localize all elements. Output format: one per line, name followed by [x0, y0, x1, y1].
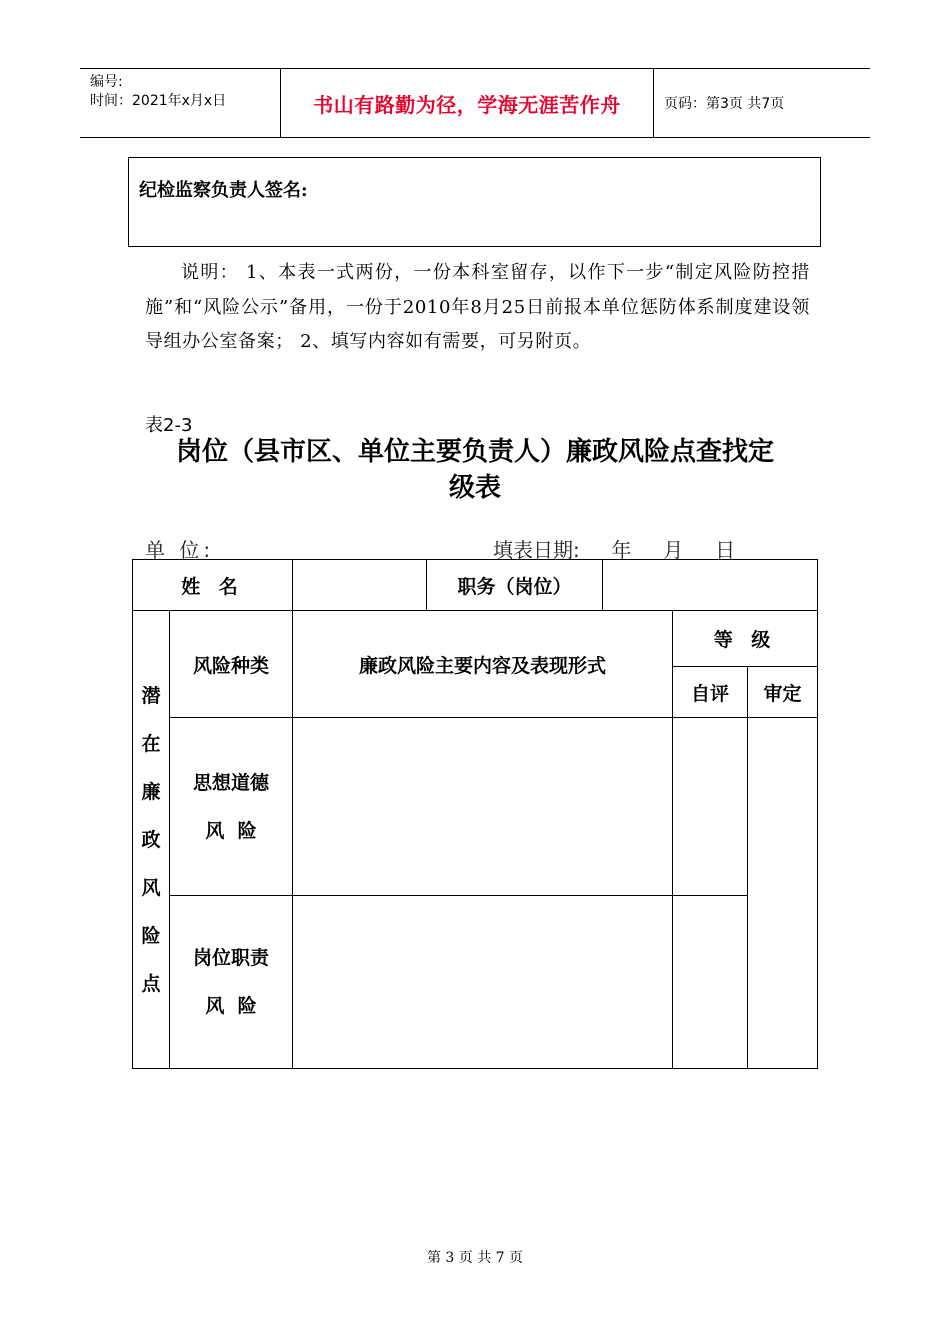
content-cell-moral[interactable] — [293, 718, 673, 896]
self-eval-cell-moral[interactable] — [673, 718, 748, 896]
risk-category-moral: 思想道德 风 险 — [170, 718, 293, 896]
header-page-code: 页码：第3页 共7页 — [664, 96, 785, 112]
header-divider — [653, 69, 654, 137]
header-motto: 书山有路勤为径，学海无涯苦作舟 — [313, 92, 621, 117]
page-footer: 第 3 页 共 7 页 — [426, 1250, 524, 1266]
self-eval-header: 自评 — [673, 667, 748, 718]
signature-box[interactable] — [128, 157, 821, 247]
content-cell-duty[interactable] — [293, 896, 673, 1069]
name-cell[interactable] — [293, 560, 427, 611]
approve-cell[interactable] — [748, 718, 818, 1069]
unit-label: 单 位: — [145, 538, 215, 562]
risk-table — [132, 559, 818, 1069]
signature-label: 纪检监察负责人签名: — [139, 180, 308, 201]
side-label: 潜 在 廉 政 风 险 点 — [141, 684, 161, 995]
position-cell[interactable] — [603, 560, 818, 611]
header-meta — [90, 73, 226, 111]
side-label-cell — [133, 611, 170, 1069]
approve-header: 审定 — [748, 667, 818, 718]
table-number: 表2-3 — [145, 415, 193, 436]
title-line-2: 级表 — [448, 473, 501, 503]
page-title — [140, 434, 810, 506]
page-header — [80, 68, 870, 138]
risk-type-header: 风险种类 — [170, 611, 293, 718]
fill-date-label: 填表日期: 年 月 日 — [493, 538, 736, 562]
content-header: 廉政风险主要内容及表现形式 — [293, 611, 673, 718]
self-eval-cell-duty[interactable] — [673, 896, 748, 1069]
title-line-1: 岗位（县市区、单位主要负责人）廉政风险点查找定 — [175, 437, 774, 467]
level-header: 等 级 — [673, 611, 818, 667]
number-label: 编号: — [90, 74, 123, 90]
time-label: 时间：2021年x月x日 — [90, 93, 227, 109]
name-header: 姓 名 — [133, 560, 293, 611]
risk-category-duty: 岗位职责 风 险 — [170, 896, 293, 1069]
position-header: 职务（岗位） — [427, 560, 603, 611]
note-paragraph: 说明： 1、本表一式两份，一份本科室留存，以作下一步“制定风险防控措施”和“风险公示”备用，一份于2010年8月25日前报本单位惩防体系制度建设领导组办公室备案； 2、填写内容如有需要，可另附页。 — [145, 262, 810, 352]
